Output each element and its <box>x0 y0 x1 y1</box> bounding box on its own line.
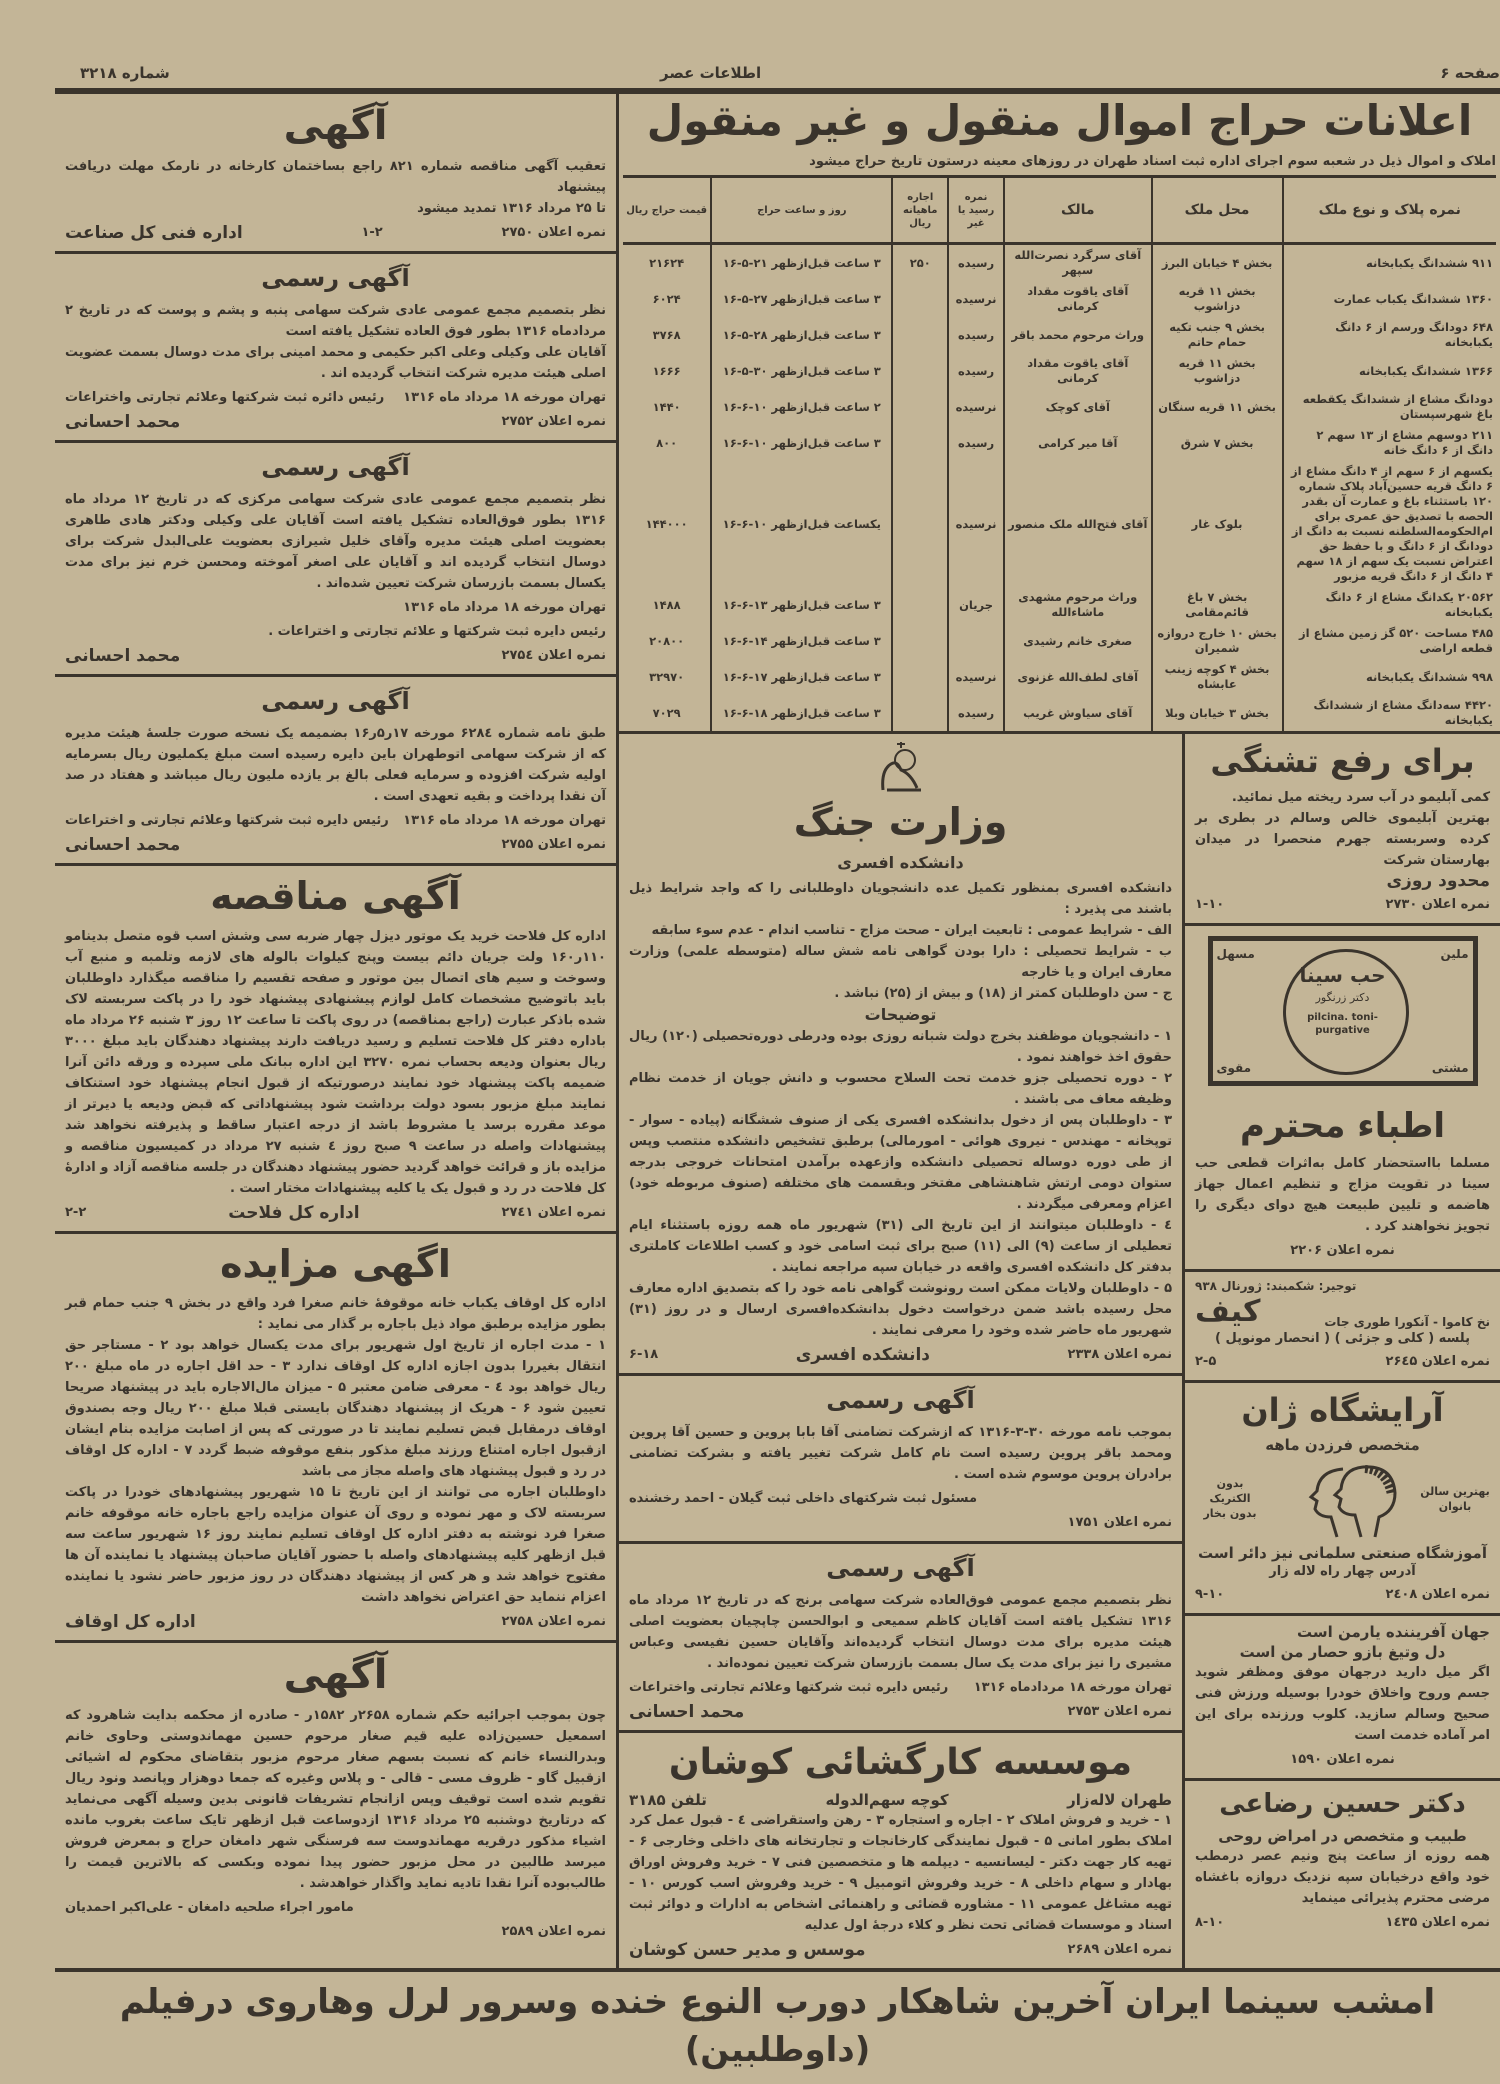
ad-number: نمره اعلان ۲۶٤۵ <box>1385 1353 1490 1369</box>
notes-body <box>629 1026 1172 1341</box>
left-column <box>55 94 616 1968</box>
ad-office: مسئول ثبت شرکتهای داخلی ثبت گیلان - احمد رخشنده <box>629 1490 978 1506</box>
ad-title: اگهی مزایده <box>220 1241 451 1286</box>
ad-body <box>1195 787 1490 871</box>
paragraph: ۲ - دوره تحصیلی جزو خدمت تحت السلاح محسوب و دانش جویان از خدمت نظام وظیفه معاف می باشند . <box>629 1070 1172 1107</box>
ad-run: ۶-۱۸ <box>629 1346 659 1362</box>
ad-ministry-of-war <box>619 734 1182 1376</box>
table-cell: یکساعت قبل‌ازظهر ۱۰-۶-۱۶ <box>711 461 892 587</box>
table-cell <box>892 389 948 425</box>
ad-subtitle: طبیب و متخصص در امراض روحی <box>1218 1827 1467 1846</box>
ad-keif <box>1185 1272 1500 1383</box>
lower-columns <box>619 734 1500 1968</box>
ad-address: آدرس چهار راه لاله زار <box>1269 1563 1416 1579</box>
pill-latin: pilcina. toni-purgative <box>1307 1011 1378 1036</box>
table-row <box>623 587 1496 623</box>
ad-sports-club <box>1185 1616 1500 1781</box>
table-cell: ۲ ساعت قبل‌ازظهر ۱۰-۶-۱۶ <box>711 389 892 425</box>
table-cell: آقای فتح‌الله ملک منصور <box>1004 461 1152 587</box>
pill-corner: ملین <box>1440 946 1469 961</box>
table-cell: ۳ ساعت قبل‌ازظهر ۱۷-۶-۱۶ <box>711 659 892 695</box>
ad-auction-lease <box>55 1234 616 1644</box>
table-cell: آقا میر کرامی <box>1004 425 1152 461</box>
ad-body <box>629 1590 1172 1674</box>
table-cell: ۱۴۴۰ <box>652 399 681 414</box>
table-cell <box>892 425 948 461</box>
table-cell: آقای یاقوت مقداد کرمانی <box>1004 281 1152 317</box>
table-cell: یکسهم از ۶ سهم از ۴ دانگ مشاع از ۶ دانگ قریه حسین‌آباد پلاک شماره ۱۲۰ باستثناء باغ و عمارت آن بقدر الحصه با تصدیق حق عمری برای ام‌الحکومه‌السلطنه نسبت به دانگ از دودانگ از ۶ دانگ و با حفظ حق اعتراض نسبت یک سهم از ۱۸ سهم ۴ دانگ از ۶ دانگ قریه مزبور <box>1283 461 1496 587</box>
ad-number: نمره اعلان ۱۷۵۱ <box>1067 1514 1172 1530</box>
ad-run: ۱-۲ <box>361 225 383 240</box>
table-cell: نرسیده <box>948 659 1004 695</box>
table-cell <box>892 281 948 317</box>
ad-physicians <box>1185 1098 1500 1272</box>
ad-number: نمره اعلان ۲۷٤۱ <box>501 1204 606 1220</box>
ad-body <box>629 1810 1172 1936</box>
auction-title: اعلانات حراج اموال منقول و غیر منقول <box>646 96 1473 145</box>
ad-signature: محدود روزی <box>1386 870 1490 891</box>
paragraph: ب - شرایط تحصیلی : دارا بودن گواهی نامه شش ساله (متوسطه علمی) وزارت معارف ایران و یا خارجه <box>629 943 1172 980</box>
ad-title: آگهی رسمی <box>826 1385 975 1414</box>
ad-body <box>65 489 606 594</box>
ad-salon-jean <box>1185 1383 1500 1616</box>
table-cell: ۳ ساعت قبل‌ازظهر ۲۱-۵-۱۶ <box>711 244 892 282</box>
table-cell: بخش ۷ باغ قائم‌مقامی <box>1152 587 1283 623</box>
auction-table <box>623 178 1496 731</box>
table-cell: وراث مرحوم محمد باقر <box>1004 317 1152 353</box>
table-row <box>623 317 1496 353</box>
ad-signature: محمد احسانی <box>65 646 181 666</box>
pill-logo <box>1208 936 1478 1086</box>
ad-signature: موسس و مدیر حسن کوشان <box>629 1940 866 1961</box>
auction-subtitle: املاک و اموال ذیل در شعبه سوم اجرای اداره ثبت اسناد طهران در روزهای معینه درستون تاریخ حراج میشود <box>623 152 1496 178</box>
pill-title: حب سینا <box>1299 962 1386 987</box>
table-cell: بخش ۱۱ قریه دزاشوب <box>1152 281 1283 317</box>
ad-place: تهران مورخه ۱۸ مرداد ماه ۱۳۱۶ <box>403 600 606 615</box>
middle-column <box>619 734 1182 1968</box>
ad-body <box>65 926 606 1199</box>
table-cell: ۳ ساعت قبل‌ازظهر ۱۸-۶-۱۶ <box>711 695 892 731</box>
table-cell: وراث مرحوم مشهدی ماشاءالله <box>1004 587 1152 623</box>
ad-number: نمره اعلان ۲٤۰۸ <box>1385 1586 1490 1602</box>
table-cell: ۳۷۶۸ <box>652 327 681 342</box>
table-cell: بخش ۷ شرق <box>1152 425 1283 461</box>
pill-maker: دکتر زرنگور <box>1315 990 1370 1004</box>
ad-number: نمره اعلان ۱٤۳۵ <box>1385 1915 1490 1931</box>
right-area <box>616 94 1500 1968</box>
ad-body <box>1195 1662 1490 1746</box>
table-row <box>623 659 1496 695</box>
table-cell: ۱۳۶۰ ششدانگ یکباب عمارت <box>1283 281 1496 317</box>
ad-body <box>1195 1153 1490 1237</box>
table-cell: ۳۲۹۷۰ <box>649 669 685 684</box>
paragraph: چون بموجب اجرائیه حکم شماره ۲۶۵۸ر ۱۵۸۲ر - صادره از محکمه بدایت شاهرود که اسمعیل حسین‌زاده علیه قیم صغار مرحوم حسین مهماندوستی وحاوی خانم وبدرالنساء خانم که نسبت بسهم صغار مرحوم مزبور بتقاضای محکوم له اشیائی ازقبیل گاو - ظروف مسی - قالی - و پلاس وغیره که جمعا دوهزار وپانصد ونود ریال تقویم شده است توقیف وپس ازانجام تشریفات قانونی بدین وسیله آگهی می‌نماید که درتاریخ دوشنبه ۲۵ مرداد ۱۳۱۶ ازدوساعت قبل ازظهر تایک ساعت بغروب مانده اشیاء مذکور درقریه مهماندوست سه فرسنگی شهر دامغان حراج و بمعرض فروش میرسد طالبین در محل مزبور حضور پیدا نموده وبکسی که بالاترین قیمت را طالب‌بوده آنرا نقدا تادیه نماید واگذار خواهدشد . <box>65 1708 606 1892</box>
table-cell <box>892 623 948 659</box>
ad-signature: اداره فنی کل صناعت <box>65 223 243 243</box>
ad-number: نمره اعلان ۲۷۳۰ <box>1385 896 1490 912</box>
ad-signature: دانشکده افسری <box>795 1344 931 1365</box>
ad-title: اطباء محترم <box>1239 1105 1446 1146</box>
page-number: صفحه ۶ <box>1440 64 1500 82</box>
ad-topline: توجیر: شکمبند: ژورنال ۹۳۸ <box>1195 1278 1357 1293</box>
table-cell: بخش ۹ جنب تکیه حمام حاتم <box>1152 317 1283 353</box>
ad-title: برای رفع تشنگی <box>1210 742 1475 781</box>
ad-tender <box>55 866 616 1234</box>
ad-verse: جهان آفریننده یارمن است <box>1297 1622 1490 1641</box>
pill-corner: مشتی <box>1431 1060 1469 1075</box>
ad-doctor-rezaei <box>1185 1781 1500 1941</box>
ad-line: آموزشگاه صنعتی سلمانی نیز دائر است <box>1198 1543 1487 1562</box>
paragraph: نظر بتصمیم مجمع عمومی فوق‌العاده شرکت سهامی برنج که در تاریخ ۱۲ مرداد ماه ۱۳۱۶ تشکیل یافته است آقایان کاظم سمیعی و ابوالحسن چاپچیان بعضویت اصلی هیئت مدیره برای مدت دوسال انتخاب گردیده‌اند وآقایان حسین نفیسی وعباس مشیری را نیز برای مدت یک سال بسمت بازرسان شرکت تعیین نموده‌اند . <box>629 1592 1172 1671</box>
table-cell: آقای لطف‌الله غزنوی <box>1004 659 1152 695</box>
paragraph: ٤ - داوطلبان میتوانند از این تاریخ الی (۳۱) شهریور ماه همه روزه باستثناء ایام تعطیلی از ساعت (۹) الی (۱۱) صبح برای ثبت اسامی خود و کسب اطلاعات کاملتری بدفتر کل دانشکده افسری واقعه در خیابان سپه مراجعه نمایند . <box>629 1217 1173 1275</box>
pill-corner: مسهل <box>1216 946 1255 961</box>
table-cell: رسیده <box>948 695 1004 731</box>
ad-place: تهران مورخه ۱۸ مرداد ماه ۱۳۱۶ <box>403 390 606 405</box>
ad-number: نمره اعلان ۲۲۰۶ <box>1290 1242 1395 1258</box>
ad-body <box>65 723 606 807</box>
ad-title: موسسه کارگشائی کوشان <box>668 1741 1133 1783</box>
ad-line: نخ کاموا - آنکورا طوری جات <box>1324 1314 1490 1329</box>
table-cell: ۹۱۱ ششدانگ یکبابخانه <box>1283 244 1496 282</box>
ad-number: نمره اعلان ۲۷۵۲ <box>501 414 606 429</box>
ad-number: نمره اعلان ۲۵۸۹ <box>501 1924 606 1940</box>
ad-place: تهران مورخه ۱۸ مردادماه ۱۳۱۶ <box>973 1679 1172 1695</box>
ad-official-4 <box>619 1376 1182 1544</box>
table-cell: ۱۴۸۸ <box>652 597 681 612</box>
ad-signature: اداره کل فلاحت <box>228 1202 360 1223</box>
ad-number: نمره اعلان ۱۵۹۰ <box>1290 1751 1395 1767</box>
ad-number: نمره اعلان ۲۷۵٤ <box>501 648 606 663</box>
ad-run: ۸-۱۰ <box>1195 1915 1225 1931</box>
ad-koshan-agency <box>619 1733 1182 1968</box>
table-cell: جریان <box>948 587 1004 623</box>
women-profile-illustration-icon <box>1283 1459 1403 1539</box>
table-cell: نرسیده <box>948 389 1004 425</box>
table-cell: نرسیده <box>948 461 1004 587</box>
table-cell: ۶۰۲۴ <box>652 291 681 306</box>
ad-office: رئیس دایره ثبت شرکتها وعلائم تجارتی و اختراعات <box>65 813 389 828</box>
ad-body <box>65 156 606 219</box>
right-column <box>1182 734 1500 1968</box>
table-cell: ۳ ساعت قبل‌ازظهر ۱۰-۶-۱۶ <box>711 425 892 461</box>
table-row <box>623 281 1496 317</box>
ad-office: رئیس دائره ثبت شرکتها وعلائم تجارتی واختراعات <box>65 390 385 405</box>
table-cell: ۳ ساعت قبل‌ازظهر ۲۷-۵-۱۶ <box>711 281 892 317</box>
table-cell: بخش ۴ خیابان البرز <box>1152 244 1283 282</box>
auction-listing <box>619 96 1500 734</box>
column-header: نمره رسید یا غیر <box>948 178 1004 244</box>
ad-body <box>1195 1846 1490 1909</box>
page-header <box>55 0 1500 94</box>
ad-side-text: بدون الکتریک بدون بخار <box>1203 1477 1257 1521</box>
table-cell: رسیده <box>948 317 1004 353</box>
ad-title: آگهی رسمی <box>826 1553 975 1582</box>
column-header: اجاره ماهیانه ریال <box>892 178 948 244</box>
table-cell: ۲۱۱ دوسهم مشاع از ۱۳ سهم ۲ دانگ از ۶ دانگ خانه <box>1283 425 1496 461</box>
issue-number: شماره ۳۲۱۸ <box>80 64 170 82</box>
notes-heading: توضیحات <box>864 1004 937 1024</box>
table-cell <box>948 623 1004 659</box>
lion-and-sun-emblem-icon <box>871 740 931 798</box>
ad-run: ۹-۱۰ <box>1195 1586 1225 1602</box>
paragraph: همه روزه از ساعت پنج ونیم عصر درمطب خود واقع درخیابان سپه نزدیک دروازه باغشاه مرضی محترم پذیرائی مینماید <box>1195 1849 1490 1907</box>
paragraph: ۱ - مدت اجاره از تاریخ اول شهریور برای مدت یکسال خواهد بود ۲ - مستاجر حق انتقال بغیررا بدون اجازه اداره کل اوقاف ندارد ۳ - حد اقل اجاره در ماه مبلغ ۲۰۰ ریال خواهد بود ٤ - معرفی ضامن معتبر ۵ - میزان مال‌الاجاره باید در پیشنهاد صریحا تعیین شود ۶ - هریک از پیشنهاد دهندگان بایستی قبلا مبلغ ۲۰۰ ریال وجه بصندوق اوقاف درمقابل قبض تسلیم نمایند تا در صورتی که پس از اصابت مزایده بنام ایشان ازقبول اجاره امتناع ورزند مبلغ مذکور بنفع موقوفه ضبط گردد ۷ - اداره کل اوقاف در رد و قبول پیشنهاد های واصله مجاز می باشد <box>65 1338 607 1480</box>
table-cell: ۴۴۲۰ سه‌دانگ مشاع از ششدانگ یکبابخانه <box>1283 695 1496 731</box>
ad-title: آگهی مناقصه <box>210 874 461 918</box>
table-cell <box>892 659 948 695</box>
paragraph: دانشکده افسری بمنظور تکمیل عده دانشجویان داوطلبانی را که واجد شرایط ذیل باشند می پذیرد : <box>629 880 1172 917</box>
paragraph: الف - شرایط عمومی : تابعیت ایران - صحت مزاج - تناسب اندام - عدم سوء سابقه <box>651 922 1172 938</box>
ad-subtitle: متخصص فرزدن ماهه <box>1265 1435 1420 1454</box>
ad-number: نمره اعلان ۲۷۵۳ <box>1067 1703 1172 1719</box>
ad-run: ۲-۲ <box>65 1204 87 1220</box>
paragraph: ۳ - داوطلبان پس از دخول بدانشکده افسری یکی از صنوف ششگانه (پیاده - سوار - توپخانه - مهندس - نیروی هوائی - امورمالی) برطبق تشخیص دانشکده منتصب وپس از طی دوره دوساله تحصیلی دانشکده وازعهده برآمدن امتحانات خروجی بدرجه ستوان دومی ارتش شاهنشاهی مفتخر وبقسمت های مختلفه (صنوف مربوطه خود) اعزام ومعرفی میگردند . <box>629 1112 1172 1212</box>
paragraph: طبق نامه شماره ۶۲۸٤ مورخه ۱۷ر۵ر۱۶ بضمیمه یک نسخه صورت جلسهٔ هیئت مدیره که از شرکت سهامی اتوطهران باین دایره رسیده است مبلغ یکملیون ریال بسرمایه اولیه شرکت افزوده و سرمایه فعلی بالغ بر یازده ملیون ریال میباشد و هفتاد در صد آن نقدا پرداخت و بقیه تعهدی است . <box>65 726 606 804</box>
table-row <box>623 461 1496 587</box>
table-cell: نرسیده <box>948 281 1004 317</box>
paragraph: کمی آبلیمو در آب سرد ریخته میل نمائید. <box>1231 789 1490 805</box>
column-header: نمره پلاک و نوع ملک <box>1283 178 1496 244</box>
table-cell: ۹۹۸ ششدانگ یکبابخانه <box>1283 659 1496 695</box>
ad-official-3 <box>55 677 616 866</box>
ad-pill-sina <box>1185 926 1500 1098</box>
table-cell: ۲۰۵۶۲ یکدانگ مشاع از ۶ دانگ یکبابخانه <box>1283 587 1496 623</box>
table-cell: بخش ۳ خیابان وبلا <box>1152 695 1283 731</box>
paragraph: نظر بتصمیم مجمع عمومی عادی شرکت سهامی پنبه و پشم و پوست که در تاریخ ۲ مردادماه ۱۳۱۶ بطور فوق العاده تشکیل یافته است <box>65 303 606 339</box>
paragraph: بموجب نامه مورخه ۳۰-۳-۱۳۱۶ که ازشرکت تضامنی آقا بابا پروین و حسین آقا پروین ومحمد باقر پروین رسیده است نام کامل شرکت تغییر یافته و بشرکت تضامنی برادران پروین موسوم شده است . <box>629 1424 1172 1482</box>
table-cell: ۱۴۴۰۰۰ <box>645 516 688 531</box>
table-cell: رسیده <box>948 425 1004 461</box>
table-cell <box>892 353 948 389</box>
ad-place: تهران مورخه ۱۸ مرداد ماه ۱۳۱۶ <box>403 813 606 828</box>
table-cell: بلوک غار <box>1152 461 1283 587</box>
column-header: روز و ساعت حراج <box>711 178 892 244</box>
paragraph: بهترین آبلیموی خالص وسالم در بطری بر کرده وسربسته جهرم منحصرا در میدان بهارستان شرکت <box>1195 810 1490 868</box>
table-cell <box>892 695 948 731</box>
column-header: مالک <box>1004 178 1152 244</box>
paragraph: اداره کل فلاحت خرید یک موتور دیزل چهار ضربه سی وشش اسب قوه متصل بدینامو ۱۱۰ر۱۶۰ ولت جریان دائم بیست وپنج کیلوات بالوله های لازمه وتلمبه و منبع آب وسوخت و سیم های اتصال بین موتور و صفحه تقسیم را مناقصه میگذارد داوطلبان باید باتوضیح مشخصات کامل لوازم پیشنهادی پیشنهاد خود را در پاکت سربسته لاک شده باذکر عبارت (راجع بمناقصه) در روی پاکت تا ساعت ۱۲ روز ۳ شنبه ۲۶ مرداد ماه باداره دفتر کل فلاحت تسلیم و رسید دریافت دارند پیشنهاد دهندگان باید مبلغ ۳۰۰۰ ریال بعنوان ودیعه بحساب نمره ۳۲۷۰ این اداره ببانک ملی سپرده و ورقه دائن آنرا ضمیمه پاکت پیشنهاد خود نمایند درصورتیکه از قبول انجام پیشنهاد خود استنکاف نمایند مبلغ مزبور بسود دولت برداشت شود پیشنهاداتی که قبض ودیعه یا دیرتر از موعد مقرره برسد یا مشروط باشد از درجه اعتبار ساقط و پذیرفته نخواهد شد پیشنهادات واصله در ساعت ۹ صبح روز ٤ شنبه ۲۷ مرداد در کمیسیون مناقصه و مزایده باز و قرائت خواهد گردید حضور پیشنهاد دهندگان در جلسه مناقصه آزاد و ادارهٔ کل فلاحت در رد و قبول یک یا کلیه پیشنهادات مختار است . <box>65 928 607 1196</box>
column-header: محل ملک <box>1152 178 1283 244</box>
table-cell: ۳ ساعت قبل‌ازظهر ۱۳-۶-۱۶ <box>711 587 892 623</box>
table-cell: دودانگ مشاع از ششدانگ یکقطعه باغ شهرسپستان <box>1283 389 1496 425</box>
ad-street: کوچه سهم‌الدوله <box>825 1791 949 1810</box>
ad-title: وزارت جنگ <box>793 800 1008 845</box>
table-cell: بخش ۱۱ قریه دزاشوب <box>1152 353 1283 389</box>
pill-corner: مقوی <box>1216 1060 1252 1075</box>
column-header: قیمت حراج ریال <box>623 178 711 244</box>
table-row <box>623 244 1496 282</box>
table-cell: بخش ۱۰ خارج دروازه شمیران <box>1152 623 1283 659</box>
ad-lime-juice <box>1185 734 1500 925</box>
table-row <box>623 353 1496 389</box>
paragraph: نظر بتصمیم مجمع عمومی عادی شرکت سهامی مرکزی که در تاریخ ۱۲ مرداد ماه ۱۳۱۶ بطور فوق‌العاده تشکیل یافته است آقایان علی وکیلی ودکتر هادی طاهری بعضویت اصلی هیئت مدیره وآقای خلیل شیرازی بعضویت علی‌البدل شرکت برای دوسال انتخاب گردیده اند و آقایان علی اصغر آموخته ومحسن خرم نیز برای مدت یکسال بسمت بازرسان شرکت تعیین شده‌اند . <box>65 492 607 591</box>
table-row <box>623 695 1496 731</box>
ad-title: کیف <box>1195 1293 1261 1329</box>
paragraph: ۵ - داوطلبان ولایات ممکن است رونوشت گواهی نامه خود را که بتصدیق اداره معارف محل رسیده باشد ضمن درخواست دخول بدانشکده‌افسری ارسال و در روز (۳۱) شهریور ماه حاضر شده وخود را معرفی نمایند . <box>629 1280 1172 1338</box>
ad-body <box>65 1293 606 1608</box>
ad-phone: تلفن ۳۱۸۵ <box>629 1791 707 1810</box>
paragraph: مسلما بااستحضار کامل به‌اثرات قطعی حب سینا در تقویت مزاج و تنظیم اعمال جهاز هاضمه و تلیین طبیعت هیچ دوای دیگری را تجویز نخواهند کرد . <box>1195 1155 1490 1234</box>
ad-run: ۱-۱۰ <box>1195 896 1225 912</box>
ad-title: آگهی <box>283 1652 388 1699</box>
table-cell: آقای یاقوت مقداد کرمانی <box>1004 353 1152 389</box>
ad-address: طهران لاله‌زار <box>1067 1791 1172 1810</box>
ad-number: نمره اعلان ۲۶۸۹ <box>1067 1942 1172 1958</box>
table-cell: رسیده <box>948 353 1004 389</box>
ad-title: دکتر حسین رضاعی <box>1219 1788 1466 1819</box>
ad-title: آگهی رسمی <box>261 453 410 481</box>
ad-title: آرایشگاه ژان <box>1241 1390 1444 1429</box>
ad-subtitle: دانشکده افسری <box>837 852 964 872</box>
table-row <box>623 425 1496 461</box>
table-cell: بخش ۴ کوچه زینب عابشاه <box>1152 659 1283 695</box>
ad-body <box>629 878 1172 1004</box>
ad-office: رئیس دایره ثبت شرکتها و علائم تجارتی و اختراعات . <box>268 624 606 639</box>
ad-body <box>65 1705 606 1894</box>
ad-title: آگهی <box>283 103 388 149</box>
table-cell: ۲۱۶۲۴ <box>649 255 685 270</box>
table-cell: آقای سیاوش غریب <box>1004 695 1152 731</box>
table-cell: ۱۳۶۶ ششدانگ یکبابخانه <box>1283 353 1496 389</box>
ad-run: ۲-۵ <box>1195 1353 1217 1369</box>
ad-line: پلسه ( کلی و جزئی ) ( انحصار مونوپل ) <box>1215 1330 1470 1346</box>
paragraph: اگر میل دارید درجهان موفق ومظفر شوید جسم وروح واخلاق خودرا بوسیله ورزش فنی صحیح وسالم سازید. کلوب ورزنده برای این امر آماده خدمت است <box>1195 1664 1490 1743</box>
ad-official-2 <box>55 443 616 677</box>
table-cell: ۲۵۰ <box>892 244 948 282</box>
ad-signature: محمد احسانی <box>65 835 181 855</box>
ad-verse: دل وتیغ بازو حصار من است <box>1239 1642 1446 1661</box>
ad-notice-execution <box>55 1643 616 1950</box>
ad-body <box>629 1422 1172 1485</box>
table-cell: آقای کوچک <box>1004 389 1152 425</box>
paragraph: اداره کل اوقاف یکباب خانه موقوفهٔ خانم صغرا فرد واقع در بخش ۹ جنب حمام قبر بطور مزایده برطبق مواد ذیل باجاره بر گذار می نماید : <box>65 1296 606 1333</box>
ad-official-1 <box>55 254 616 443</box>
paragraph: ج - سن داوطلبان کمتر از (۱۸) و بیش از (۲۵) نباشد . <box>834 985 1172 1001</box>
table-cell <box>892 587 948 623</box>
ad-body <box>65 300 606 384</box>
table-cell: ۲۰۸۰۰ <box>649 633 685 648</box>
table-cell: آقای سرگرد نصرت‌الله سپهر <box>1004 244 1152 282</box>
table-cell: ۶۴۸ دودانگ ورسم از ۶ دانگ یکبابخانه <box>1283 317 1496 353</box>
paragraph: ۱ - دانشجویان موظفند بخرج دولت شبانه روزی بوده ودرطی دوره‌تحصیلی (۱۲۰) ریال حقوق اخذ خواهند نمود . <box>629 1028 1172 1065</box>
paragraph: آقایان علی وکیلی وعلی اکبر حکیمی و محمد امینی برای مدت دوسال بسمت عضویت اصلی هیئت مدیره شرکت انتخاب گردیده اند . <box>65 345 606 381</box>
table-cell: ۴۸۵ مساحت ۵۲۰ گز زمین مشاع از قطعه اراضی <box>1283 623 1496 659</box>
ad-side-text: بهترین سالن بانوان <box>1420 1484 1490 1513</box>
ad-number: نمره اعلان ۲۷۵۰ <box>501 225 606 240</box>
ad-title: آگهی رسمی <box>261 264 410 292</box>
table-cell: ۳ ساعت قبل‌ازظهر ۱۴-۶-۱۶ <box>711 623 892 659</box>
table-cell: ۸۰۰ <box>656 435 678 450</box>
table-cell: رسیده <box>948 244 1004 282</box>
ad-office: مامور اجراء صلحیه دامغان - علی‌اکبر احمدیان <box>65 1900 354 1916</box>
table-cell: ۳ ساعت قبل‌ازظهر ۲۸-۵-۱۶ <box>711 317 892 353</box>
ad-office: رئیس دایره ثبت شرکتها وعلائم تجارتی واختراعات <box>629 1679 949 1695</box>
table-cell: ۱۶۶۶ <box>652 363 681 378</box>
table-cell <box>892 461 948 587</box>
table-cell <box>892 317 948 353</box>
ad-signature: محمد احسانی <box>65 412 181 432</box>
table-row <box>623 389 1496 425</box>
ad-number: نمره اعلان ۲۷۵۵ <box>501 837 606 852</box>
paragraph: تعقیب آگهی مناقصه شماره ۸۲۱ راجع بساختمان کارخانه در نارمک مهلت دریافت پیشنهاد <box>65 159 606 195</box>
ad-number: نمره اعلان ۲۳۳۸ <box>1067 1346 1172 1362</box>
page-columns <box>55 94 1500 1968</box>
cinema-banner: امشب سینما ایران آخرین شاهکار دورب النوع خنده وسرور لرل وهاروی درفیلم (داوطلبین) <box>55 1968 1500 2084</box>
paragraph: تا ۲۵ مرداد ۱۳۱۶ تمدید میشود <box>417 201 606 216</box>
ad-title: آگهی رسمی <box>261 687 410 715</box>
table-cell: بخش ۱۱ قریه سنگان <box>1152 389 1283 425</box>
table-row <box>623 623 1496 659</box>
table-cell: ۳ ساعت قبل‌ازظهر ۳۰-۵-۱۶ <box>711 353 892 389</box>
table-cell: صغری خانم رشیدی <box>1004 623 1152 659</box>
paragraph: داوطلبان اجاره می توانند از این تاریخ تا ۱۵ شهریور پیشنهادهای خودرا در پاکت سربسته لاک و مهر نموده و روی آن عنوان مزایده راجع باجاره خانه موقوفه خانم صغرا فرد نوشته به دفتر اداره کل اوقاف تسلیم نمایند روز ۱۶ شهریور ساعت سه قبل ازظهر کلیه پیشنهادهای واصله با حضور آقایان صاحبان پیشنهاد یا نماینده آن ها مفتوح خواهد شد و هر کس از پیشنهاد دهندگان در روز مزبور حاضر نشود یا نماینده اعزام ننماید حق اعتراض نخواهد داشت <box>65 1485 606 1606</box>
ad-signature: اداره کل اوقاف <box>65 1612 196 1633</box>
ad-official-5 <box>619 1544 1182 1733</box>
table-cell: ۷۰۲۹ <box>652 705 681 720</box>
ad-number: نمره اعلان ۲۷۵۸ <box>501 1614 606 1630</box>
ad-notice-industry <box>55 94 616 254</box>
paragraph: ۱ - خرید و فروش املاک ۲ - اجاره و استجاره ۳ - رهن واستقراضی ٤ - قبول عمل کرد املاک بطور امانی ۵ - قبول نمایندگی کارخانجات و تجارتخانه های داخلی وخارجی ۶ - تهیه کار جهت دکتر - لیسانسیه - دیپلمه ها و متخصصین فنی ۷ - خرید وفروش اوراق بهادار و سهام داخلی ۸ - خرید وفروش اتومبیل ۹ - خرید وفروش اسب کورس ۱۰ - تهیه مشاغل عمومی ۱۱ - مشاوره قضائی و راهنمائی اشخاص به ادارات و دوائر ثبت اسناد و موسسات قضائی تحت نظر و کلاء درجهٔ اول عدلیه <box>629 1813 1173 1934</box>
newspaper-name: اطلاعات عصر <box>660 64 762 82</box>
ad-signature: محمد احسانی <box>629 1701 745 1722</box>
